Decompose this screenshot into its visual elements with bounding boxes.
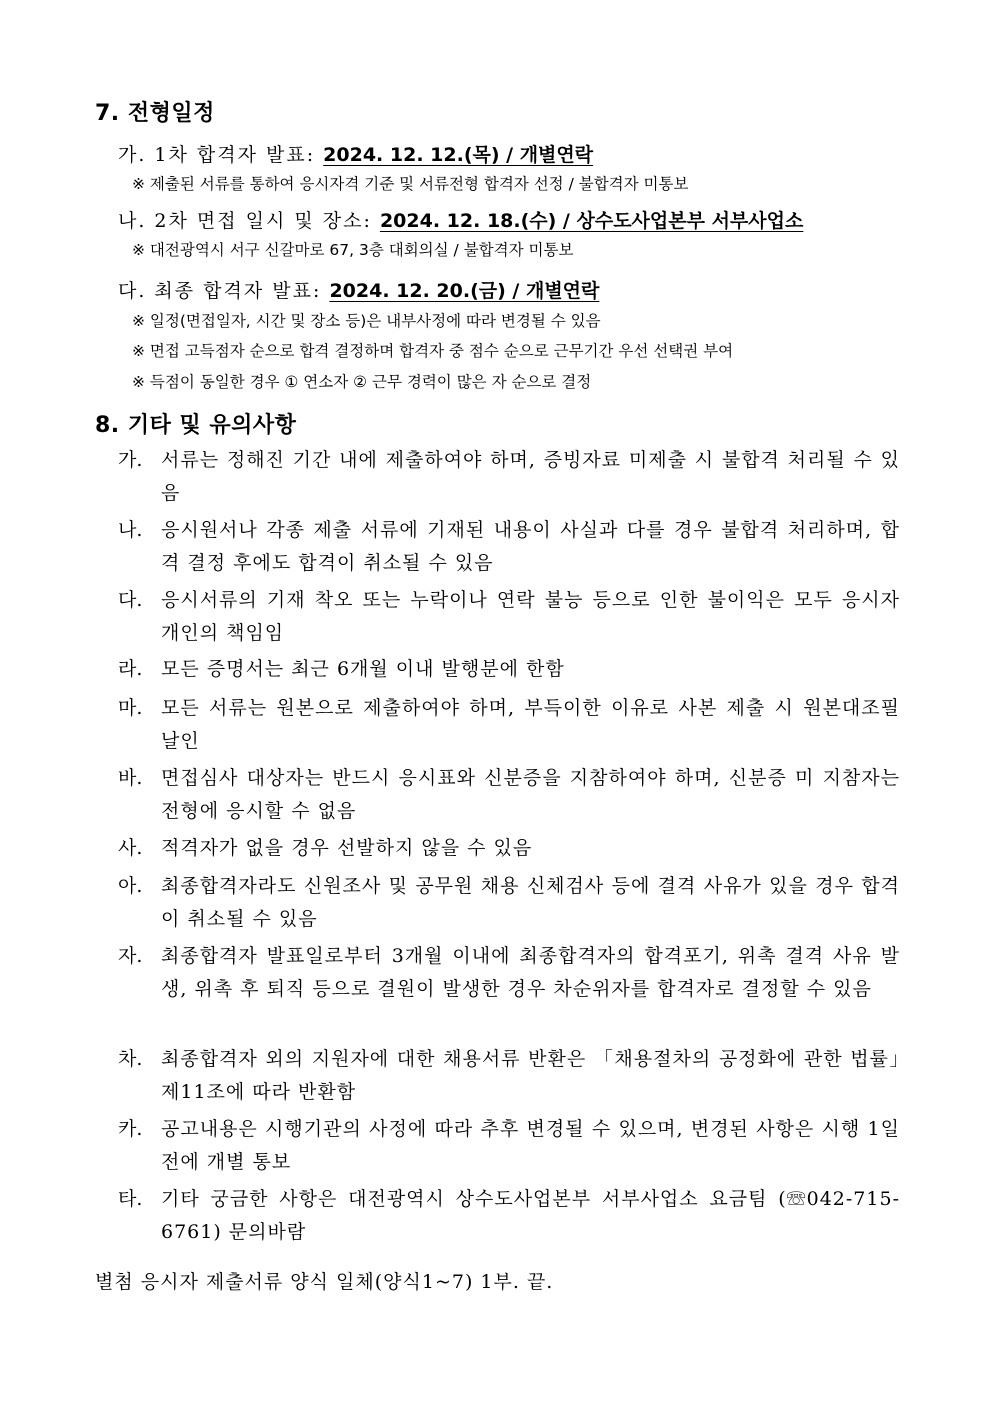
section-8-heading: 8. 기타 및 유의사항: [95, 413, 297, 438]
schedule-value: 2024. 12. 12.(목) / 개별연락: [323, 144, 594, 166]
schedule-item-interview: [118, 206, 803, 233]
attachment-footer: 별첨 응시자 제출서류 양식 일체(양식1~7) 1부. 끝.: [95, 1271, 554, 1293]
item-marker: 바.: [118, 767, 143, 789]
schedule-label: 다. 최종 합격자 발표:: [118, 280, 330, 302]
item-marker: 자.: [118, 945, 143, 967]
notice-item: [118, 1183, 900, 1249]
item-marker: 가.: [118, 449, 143, 471]
schedule-label: 가. 1차 합격자 발표:: [118, 144, 324, 166]
schedule-note: ※ 면접 고득점자 순으로 합격 결정하며 합격자 중 점수 순으로 근무기간 우선 선택권 부여: [132, 342, 734, 360]
item-marker: 차.: [118, 1048, 143, 1070]
item-marker: 아.: [118, 875, 143, 897]
schedule-value: 2024. 12. 18.(수) / 상수도사업본부 서부사업소: [379, 210, 804, 232]
notice-item: [118, 584, 900, 650]
item-text: 최종합격자라도 신원조사 및 공무원 채용 신체검사 등에 결격 사유가 있을 경우 합격이 취소될 수 있음: [161, 875, 900, 930]
item-text: 최종합격자 외의 지원자에 대한 채용서류 반환은 「채용절차의 공정화에 관한 법률」제11조에 따라 반환함: [161, 1048, 900, 1103]
item-text: 모든 증명서는 최근 6개월 이내 발행분에 한함: [161, 658, 565, 680]
item-text: 서류는 정해진 기간 내에 제출하여야 하며, 증빙자료 미제출 시 불합격 처리될 수 있음: [161, 449, 900, 504]
item-text: 응시서류의 기재 착오 또는 누락이나 연락 불능 등으로 인한 불이익은 모두 응시자 개인의 책임임: [161, 589, 900, 644]
schedule-value: 2024. 12. 20.(금) / 개별연락: [329, 280, 600, 302]
item-marker: 타.: [118, 1188, 143, 1210]
schedule-label: 나. 2차 면접 일시 및 장소:: [118, 210, 380, 232]
notice-item: [118, 940, 900, 1006]
item-marker: 사.: [118, 837, 143, 859]
schedule-item-final-announcement: [118, 276, 599, 303]
item-marker: 다.: [118, 589, 143, 611]
schedule-item-first-announcement: [118, 140, 593, 167]
section-7-heading: 7. 전형일정: [95, 101, 215, 126]
notice-item: [118, 1113, 900, 1179]
item-text: 응시원서나 각종 제출 서류에 기재된 내용이 사실과 다를 경우 불합격 처리하며, 합격 결정 후에도 합격이 취소될 수 있음: [161, 519, 900, 574]
notice-item: [118, 762, 900, 828]
schedule-note: ※ 득점이 동일한 경우 ① 연소자 ② 근무 경력이 많은 자 순으로 결정: [132, 373, 592, 391]
item-text: 공고내용은 시행기관의 사정에 따라 추후 변경될 수 있으며, 변경된 사항은 시행 1일 전에 개별 통보: [161, 1118, 900, 1173]
notice-item: [118, 444, 900, 510]
item-text: 면접심사 대상자는 반드시 응시표와 신분증을 지참하여야 하며, 신분증 미 지참자는 전형에 응시할 수 없음: [161, 767, 900, 822]
notice-item: [118, 653, 900, 686]
item-marker: 카.: [118, 1118, 143, 1140]
notice-item: [118, 870, 900, 936]
notice-item: [118, 832, 900, 865]
notice-item: [118, 692, 900, 758]
item-marker: 마.: [118, 697, 143, 719]
schedule-note: ※ 대전광역시 서구 신갈마로 67, 3층 대회의실 / 불합격자 미통보: [132, 241, 574, 259]
item-marker: 나.: [118, 519, 143, 541]
item-text: 최종합격자 발표일로부터 3개월 이내에 최종합격자의 합격포기, 위촉 결격 사유 발생, 위촉 후 퇴직 등으로 결원이 발생한 경우 차순위자를 합격자로 결정할 수 있음: [161, 945, 900, 1000]
schedule-note: ※ 제출된 서류를 통하여 응시자격 기준 및 서류전형 합격자 선정 / 불합격자 미통보: [132, 175, 689, 193]
schedule-note: ※ 일정(면접일자, 시간 및 장소 등)은 내부사정에 따라 변경될 수 있음: [132, 312, 601, 330]
notice-item: [118, 1043, 900, 1109]
item-marker: 라.: [118, 658, 143, 680]
item-text: 모든 서류는 원본으로 제출하여야 하며, 부득이한 이유로 사본 제출 시 원본대조필 날인: [161, 697, 900, 752]
item-text: 기타 궁금한 사항은 대전광역시 상수도사업본부 서부사업소 요금팀 (☏042-715-6761) 문의바람: [161, 1188, 900, 1243]
item-text: 적격자가 없을 경우 선발하지 않을 수 있음: [161, 837, 533, 859]
notice-item: [118, 514, 900, 580]
